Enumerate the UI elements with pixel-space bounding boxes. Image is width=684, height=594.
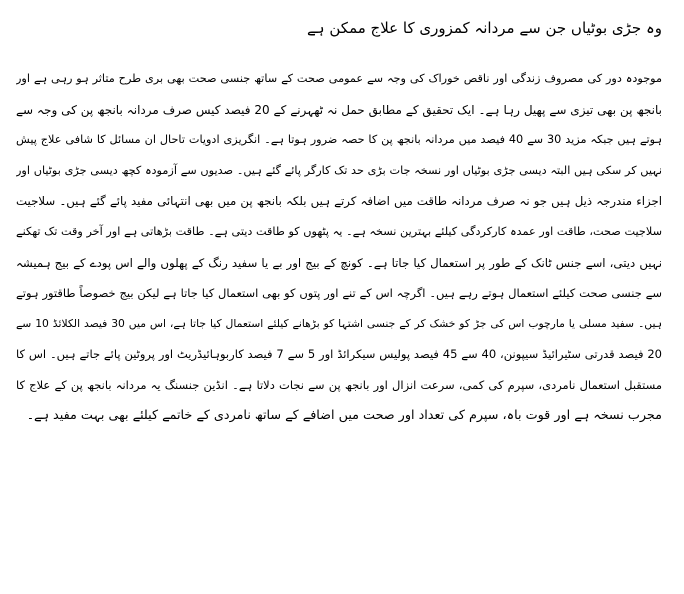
article-line: ہوتے ہیں جبکہ مزید 30 سے 40 فیصد میں مردانہ بانجھ پن کا حصہ ضرور ہوتا ہے۔ انگریزی ادویات تاحال ان مسائل کا شافی علاج پیش xyxy=(16,133,662,147)
article-line: نہیں دیتی، اسے جنس ٹانک کے طور پر استعمال کیا جاتا ہے۔ کونچ کے بیج اور بے یا سفید رنگ کے پھلوں والے اس پودے کے بیج ہمیشہ xyxy=(16,255,662,270)
article-line: موجودہ دور کی مصروف زندگی اور ناقص خوراک کی وجہ سے عمومی صحت کے ساتھ جنسی صحت بھی بری طرح متاثر ہو رہی ہے اور xyxy=(16,72,662,85)
article-body xyxy=(16,64,662,431)
article-line: سلاجیت صحت، طاقت اور عمدہ کارکردگی کیلئے بہترین نسخہ ہے۔ یہ پٹھوں کو طاقت دیتی ہے۔ طاقت بڑھاتی ہے اور آخر وقت تک تھکنے xyxy=(16,224,662,238)
article-line: مستقبل استعمال نامردی، سپرم کی کمی، سرعت انزال اور بانجھ پن سے نجات دلاتا ہے۔ انڈین جنسنگ یہ مردانہ بانجھ پن کے علاج کا xyxy=(16,377,662,392)
article-title: وہ جڑی بوٹیاں جن سے مردانہ کمزوری کا علاج ممکن ہے xyxy=(307,19,662,37)
article-line: سے جنسی صحت کیلئے استعمال ہوتے رہے ہیں۔ اگرچہ اس کے تنے اور پتوں کو بھی استعمال کیا جاتا ہے لیکن بیج خصوصاً طاقتور ہوتے xyxy=(16,286,662,301)
article-line: 20 فیصد قدرتی سٹیرائیڈ سیپونن، 40 سے 45 فیصد پولیس سیکرائڈ اور 5 سے 7 فیصد کاربوہائیڈریٹ اور پروٹین پائے جاتے ہیں۔ اس کا xyxy=(16,347,662,362)
article-line: بانجھ پن بھی تیزی سے پھیل رہا ہے۔ ایک تحقیق کے مطابق حمل نہ ٹھہرنے کے 20 فیصد کیس صرف مردانہ بانجھ پن کی وجہ سے xyxy=(16,102,662,117)
article-line: مجرب نسخہ ہے اور قوت باہ، سپرم کی تعداد اور صحت میں اضافے کے ساتھ نامردی کے خاتمے کیلئے بھی بہت مفید ہے۔ xyxy=(26,407,662,423)
article-line: ہیں۔ سفید مسلی یا مارچوب اس کی جڑ کو خشک کر کے جنسی اشتہا کو بڑھانے کیلئے استعمال کیا جاتا ہے، اس میں 30 فیصد الکلائڈ 10 سے xyxy=(16,316,662,330)
article-line: اجزاء مندرجہ ذیل ہیں جو نہ صرف مردانہ طاقت میں اضافہ کرتے ہیں بلکہ بانجھ پن میں بھی انتہائی مفید پائے گئے ہیں۔ سلاجیت xyxy=(16,194,662,209)
article-line: نہیں کر سکی ہیں البتہ دیسی جڑی بوٹیاں اور نسخہ جات بڑی حد تک کارگر پائے گئے ہیں۔ صدیوں سے آزمودہ کچھ دیسی جڑی بوٹیاں اور xyxy=(16,163,662,177)
